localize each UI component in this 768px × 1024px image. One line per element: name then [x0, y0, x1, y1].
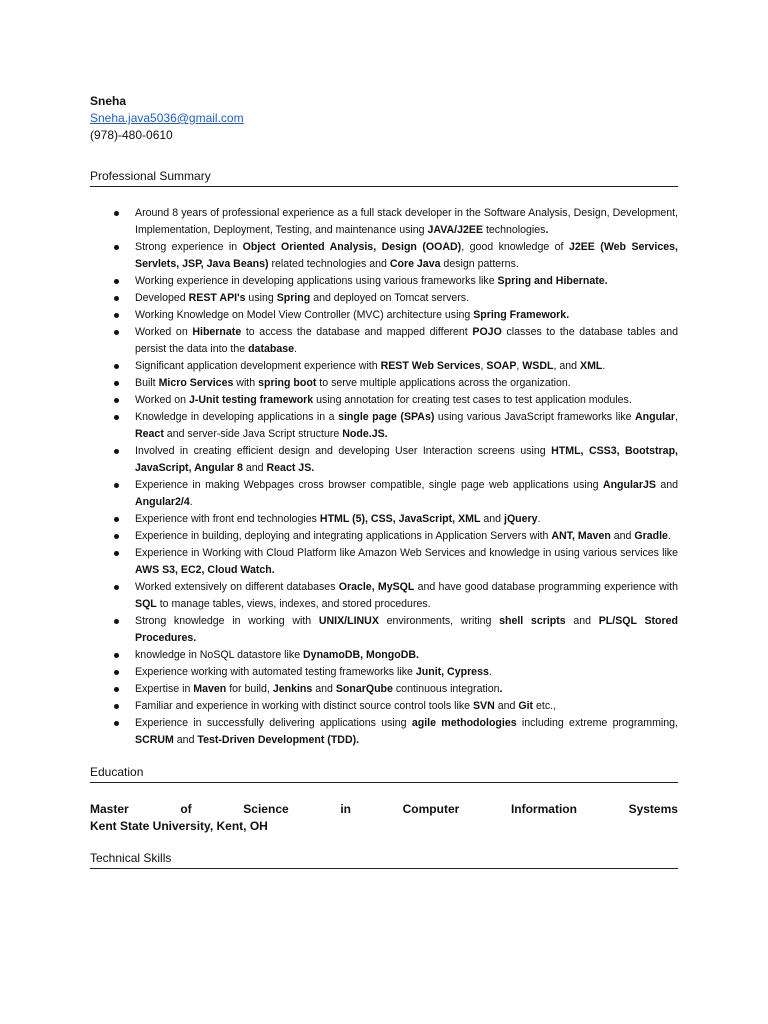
summary-text: and	[610, 530, 635, 542]
summary-text: Around 8 years of professional experience as a full stack developer in the Software Analysis, Design, Development, Implementation, Deployment, Testing, and maintenance using	[135, 207, 678, 236]
bullet-icon	[114, 534, 119, 539]
summary-keyword: ANT, Maven	[551, 530, 611, 542]
summary-item	[90, 290, 678, 307]
bullet-icon	[114, 687, 119, 692]
summary-keyword: Jenkins	[272, 683, 313, 695]
summary-text: Significant application development experience with	[135, 360, 381, 372]
summary-text: .	[602, 360, 606, 372]
summary-item	[90, 613, 678, 647]
bullet-icon	[114, 313, 119, 318]
summary-text: Developed	[135, 292, 189, 304]
summary-text: including extreme programming,	[516, 717, 678, 729]
degree-word: of	[180, 802, 192, 816]
summary-keyword: SVN	[472, 700, 495, 712]
summary-keyword: Spring	[276, 292, 311, 304]
summary-keyword: .	[499, 683, 503, 695]
summary-text: and	[480, 513, 504, 525]
summary-item	[90, 681, 678, 698]
summary-text: to manage tables, views, indexes, and stored procedures.	[156, 598, 431, 610]
summary-text: Involved in creating efficient design and developing User Interaction screens using	[135, 445, 552, 457]
education-heading: Education	[90, 764, 678, 783]
degree-word: Systems	[628, 802, 678, 816]
summary-keyword: Micro Services	[158, 377, 234, 389]
summary-text: ,	[675, 411, 678, 423]
summary-item	[90, 647, 678, 664]
bullet-icon	[114, 517, 119, 522]
summary-keyword: Junit, Cypress	[415, 666, 489, 678]
bullet-icon	[114, 415, 119, 420]
summary-text: to access the database and mapped different	[241, 326, 473, 338]
summary-keyword: DynamoDB, MongoDB.	[303, 649, 419, 661]
summary-item	[90, 239, 678, 273]
bullet-icon	[114, 704, 119, 709]
summary-text: , and	[553, 360, 580, 372]
summary-text: for build,	[226, 683, 273, 695]
summary-keyword: Maven	[193, 683, 227, 695]
degree-word: Master	[90, 802, 129, 816]
summary-item	[90, 528, 678, 545]
summary-text: design patterns.	[440, 258, 519, 270]
summary-list	[90, 205, 678, 749]
bullet-icon	[114, 721, 119, 726]
summary-text: and	[173, 734, 198, 746]
summary-text: Experience in building, deploying and integrating applications in Application Servers with	[135, 530, 552, 542]
summary-text: Expertise in	[135, 683, 194, 695]
summary-keyword: J-Unit testing framework	[188, 394, 314, 406]
summary-item	[90, 392, 678, 409]
summary-item	[90, 698, 678, 715]
bullet-icon	[114, 585, 119, 590]
summary-keyword: SCRUM	[135, 734, 174, 746]
summary-text: and	[565, 615, 599, 627]
summary-keyword: database	[248, 343, 295, 355]
summary-text: Experience in Working with Cloud Platform like Amazon Web Services and knowledge in using various services like	[135, 547, 678, 559]
summary-keyword: Git	[518, 700, 534, 712]
summary-keyword: React JS.	[266, 462, 315, 474]
summary-text: and	[242, 462, 267, 474]
summary-keyword: shell scripts	[499, 615, 566, 627]
summary-text: .	[189, 496, 193, 508]
summary-text: Worked on	[135, 394, 189, 406]
summary-text: .	[537, 513, 541, 525]
summary-keyword: HTML, CSS3, Bootstrap, JavaScript, Angular 8	[135, 445, 678, 474]
summary-text: Working experience in developing applications using various frameworks like	[135, 275, 498, 287]
summary-text: classes to the database tables and persist the data into the	[135, 326, 678, 355]
summary-text: and server-side Java Script structure	[163, 428, 343, 440]
summary-keyword: SQL	[135, 598, 157, 610]
summary-keyword: J2EE (Web Services, Servlets, JSP, Java Beans)	[135, 241, 678, 270]
summary-text: .	[667, 530, 671, 542]
summary-item	[90, 409, 678, 443]
summary-keyword: .	[545, 224, 549, 236]
summary-text: technologies	[483, 224, 546, 236]
summary-keyword: REST Web Services	[380, 360, 481, 372]
summary-text: knowledge in NoSQL datastore like	[135, 649, 304, 661]
resume-content	[90, 93, 678, 869]
summary-item	[90, 477, 678, 511]
summary-text: Familiar and experience in working with distinct source control tools like	[135, 700, 473, 712]
summary-text: and have good database programming experience with	[414, 581, 679, 593]
summary-keyword: REST API's	[188, 292, 246, 304]
summary-text: and	[655, 479, 678, 491]
summary-keyword: AWS S3, EC2, Cloud Watch.	[135, 564, 275, 576]
bullet-icon	[114, 245, 119, 250]
summary-text: Experience working with automated testing frameworks like	[135, 666, 416, 678]
summary-text: using annotation for creating test cases to test application modules.	[313, 394, 632, 406]
summary-keyword: Node.JS.	[342, 428, 388, 440]
summary-keyword: agile methodologies	[411, 717, 517, 729]
summary-text: environments, writing	[378, 615, 500, 627]
summary-keyword: Spring Framework.	[473, 309, 570, 321]
summary-item	[90, 358, 678, 375]
summary-keyword: Gradle	[634, 530, 668, 542]
summary-keyword: SOAP	[486, 360, 517, 372]
summary-text: to serve multiple applications across the organization.	[316, 377, 571, 389]
summary-text: ,	[516, 360, 523, 372]
summary-keyword: SonarQube	[335, 683, 393, 695]
bullet-icon	[114, 364, 119, 369]
school-name: Kent State University, Kent, OH	[90, 819, 268, 833]
summary-text: and deployed on Tomcat servers.	[310, 292, 470, 304]
summary-text: etc.,	[533, 700, 557, 712]
summary-item	[90, 307, 678, 324]
summary-item	[90, 324, 678, 358]
degree-word: Science	[243, 802, 289, 816]
summary-keyword: HTML (5), CSS, JavaScript, XML	[319, 513, 481, 525]
bullet-icon	[114, 483, 119, 488]
summary-text: using various JavaScript frameworks like	[434, 411, 636, 423]
summary-keyword: POJO	[472, 326, 502, 338]
summary-item	[90, 443, 678, 477]
bullet-icon	[114, 211, 119, 216]
summary-keyword: Angular2/4	[135, 496, 190, 508]
summary-text: , good knowledge of	[461, 241, 569, 253]
summary-text: .	[294, 343, 297, 355]
summary-text: Experience in making Webpages cross browser compatible, single page web applications using	[135, 479, 603, 491]
technical-skills-heading: Technical Skills	[90, 850, 678, 869]
summary-text: related technologies and	[268, 258, 390, 270]
summary-keyword: Hibernate	[192, 326, 242, 338]
degree-word: in	[340, 802, 351, 816]
summary-item	[90, 273, 678, 290]
summary-text: Experience in successfully delivering applications using	[135, 717, 412, 729]
summary-keyword: Core Java	[389, 258, 441, 270]
bullet-icon	[114, 670, 119, 675]
summary-text: Experience with front end technologies	[135, 513, 320, 525]
summary-text: Built	[135, 377, 159, 389]
summary-keyword: Angular	[635, 411, 676, 423]
degree-title	[90, 801, 678, 818]
summary-keyword: AngularJS	[602, 479, 656, 491]
bullet-icon	[114, 330, 119, 335]
summary-text: Worked on	[135, 326, 193, 338]
bullet-icon	[114, 619, 119, 624]
bullet-icon	[114, 398, 119, 403]
summary-text: with	[233, 377, 259, 389]
summary-text: continuous integration	[392, 683, 500, 695]
summary-text: ,	[480, 360, 487, 372]
professional-summary-heading: Professional Summary	[90, 168, 678, 187]
email-link[interactable]: Sneha.java5036@gmail.com	[90, 111, 244, 125]
summary-text: using	[245, 292, 277, 304]
summary-keyword: JAVA/J2EE	[427, 224, 484, 236]
summary-text: Working Knowledge on Model View Controller (MVC) architecture using	[135, 309, 474, 321]
summary-keyword: WSDL	[522, 360, 554, 372]
bullet-icon	[114, 279, 119, 284]
summary-item	[90, 545, 678, 579]
summary-keyword: React	[135, 428, 164, 440]
phone-number: (978)-480-0610	[90, 128, 173, 142]
bullet-icon	[114, 449, 119, 454]
degree-word: Information	[510, 802, 577, 816]
summary-keyword: UNIX/LINUX	[318, 615, 379, 627]
summary-keyword: spring boot	[258, 377, 317, 389]
summary-text: and	[494, 700, 519, 712]
summary-keyword: single page (SPAs)	[338, 411, 435, 423]
bullet-icon	[114, 653, 119, 658]
bullet-icon	[114, 551, 119, 556]
summary-keyword: Oracle, MySQL	[338, 581, 415, 593]
summary-keyword: Test-Driven Development (TDD).	[197, 734, 360, 746]
candidate-name: Sneha	[90, 94, 127, 108]
summary-keyword: XML	[580, 360, 603, 372]
summary-text: Strong experience in	[135, 241, 243, 253]
summary-item	[90, 205, 678, 239]
summary-item	[90, 375, 678, 392]
summary-keyword: Object Oriented Analysis, Design (OOAD)	[242, 241, 462, 253]
summary-item	[90, 715, 678, 749]
bullet-icon	[114, 381, 119, 386]
summary-text: .	[488, 666, 492, 678]
summary-text: Knowledge in developing applications in a	[135, 411, 339, 423]
summary-item	[90, 579, 678, 613]
summary-text: Worked extensively on different databases	[135, 581, 339, 593]
summary-keyword: jQuery	[504, 513, 538, 525]
summary-item	[90, 664, 678, 681]
degree-word: Computer	[402, 802, 460, 816]
summary-keyword: PL/SQL Stored Procedures.	[135, 615, 679, 644]
summary-keyword: Spring and Hibernate.	[497, 275, 608, 287]
summary-item	[90, 511, 678, 528]
summary-text: Strong knowledge in working with	[135, 615, 319, 627]
summary-text: and	[312, 683, 336, 695]
bullet-icon	[114, 296, 119, 301]
